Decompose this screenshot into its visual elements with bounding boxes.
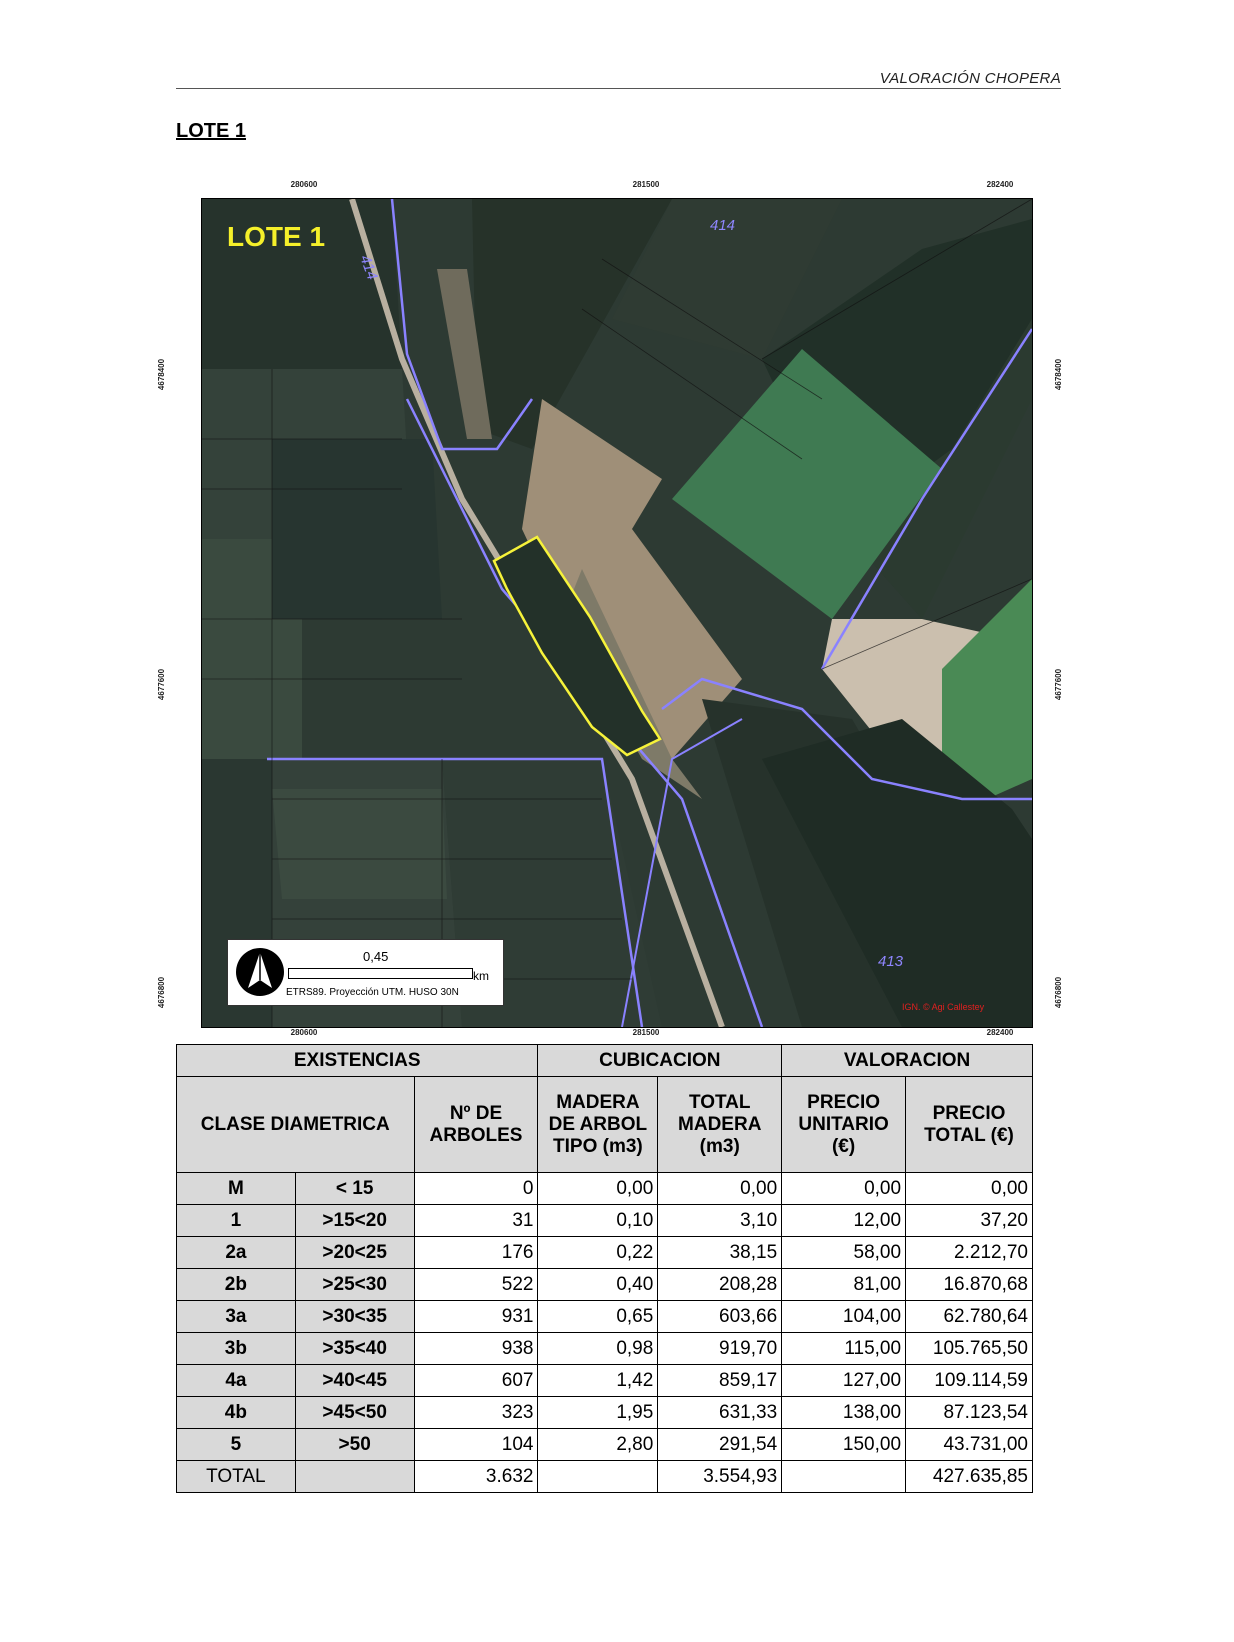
y-tick: 4677600: [157, 668, 167, 701]
table-cell: 603,66: [658, 1301, 782, 1333]
total-label: TOTAL: [177, 1461, 296, 1493]
y-tick: 4677600: [1053, 668, 1063, 701]
table-cell: 859,17: [658, 1365, 782, 1397]
diameter-range: >30<35: [295, 1301, 414, 1333]
group-header: EXISTENCIAS: [177, 1045, 538, 1077]
projection-text: ETRS89. Proyección UTM. HUSO 30N: [286, 987, 459, 998]
table-row: [177, 1365, 1033, 1397]
x-tick: 280600: [290, 180, 318, 189]
table-cell: 138,00: [782, 1397, 906, 1429]
parcel-label: 413: [878, 953, 904, 970]
x-tick: 281500: [632, 180, 660, 189]
table-cell: 0,22: [538, 1237, 658, 1269]
table-cell: 931: [414, 1301, 538, 1333]
total-blank: [538, 1461, 658, 1493]
scale-unit: km: [473, 969, 489, 983]
header-rule: [176, 88, 1061, 89]
north-arrow-icon: [234, 946, 286, 998]
x-tick: 281500: [632, 1028, 660, 1037]
table-row: [177, 1333, 1033, 1365]
diameter-range: < 15: [295, 1173, 414, 1205]
table-cell: 3,10: [658, 1205, 782, 1237]
table-cell: 0,00: [782, 1173, 906, 1205]
class-code: 2a: [177, 1237, 296, 1269]
column-header: PRECIO UNITARIO (€): [782, 1077, 906, 1173]
x-tick: 282400: [986, 1028, 1014, 1037]
scale-legend: [227, 939, 504, 1006]
y-tick: 4676800: [157, 976, 167, 1009]
table-row: [177, 1301, 1033, 1333]
table-body: [177, 1173, 1033, 1461]
table-cell: 208,28: [658, 1269, 782, 1301]
diameter-range: >35<40: [295, 1333, 414, 1365]
document-title: VALORACIÓN CHOPERA: [879, 70, 1061, 87]
table-row: [177, 1173, 1033, 1205]
class-code: 3a: [177, 1301, 296, 1333]
total-blank: [782, 1461, 906, 1493]
column-header: TOTAL MADERA (m3): [658, 1077, 782, 1173]
table-cell: 105.765,50: [906, 1333, 1033, 1365]
diameter-range: >15<20: [295, 1205, 414, 1237]
table-cell: 43.731,00: [906, 1429, 1033, 1461]
table-row: [177, 1237, 1033, 1269]
class-code: 2b: [177, 1269, 296, 1301]
table-cell: 1,42: [538, 1365, 658, 1397]
class-code: M: [177, 1173, 296, 1205]
table-cell: 58,00: [782, 1237, 906, 1269]
column-header: PRECIO TOTAL (€): [906, 1077, 1033, 1173]
parcel-label: 414: [356, 252, 381, 283]
total-arboles: 3.632: [414, 1461, 538, 1493]
column-header: Nº DE ARBOLES: [414, 1077, 538, 1173]
scale-value: 0,45: [363, 949, 389, 964]
table-cell: 87.123,54: [906, 1397, 1033, 1429]
diameter-range: >20<25: [295, 1237, 414, 1269]
class-code: 5: [177, 1429, 296, 1461]
diameter-range: >25<30: [295, 1269, 414, 1301]
column-header: MADERA DE ARBOL TIPO (m3): [538, 1077, 658, 1173]
map-figure: [157, 180, 1063, 1040]
table-cell: 0,00: [658, 1173, 782, 1205]
table-cell: 37,20: [906, 1205, 1033, 1237]
table-row: [177, 1397, 1033, 1429]
table-cell: 0,65: [538, 1301, 658, 1333]
diameter-range: >40<45: [295, 1365, 414, 1397]
table-row: [177, 1429, 1033, 1461]
table-cell: 0,98: [538, 1333, 658, 1365]
class-code: 4b: [177, 1397, 296, 1429]
table-cell: 38,15: [658, 1237, 782, 1269]
table-cell: 16.870,68: [906, 1269, 1033, 1301]
table-cell: 109.114,59: [906, 1365, 1033, 1397]
valuation-table: [176, 1044, 1033, 1493]
x-tick: 282400: [986, 180, 1014, 189]
table-cell: 31: [414, 1205, 538, 1237]
table-cell: 2,80: [538, 1429, 658, 1461]
table-cell: 104,00: [782, 1301, 906, 1333]
aerial-image: [202, 199, 1032, 1027]
table-cell: 0: [414, 1173, 538, 1205]
diameter-range: >45<50: [295, 1397, 414, 1429]
y-tick: 4676800: [1053, 976, 1063, 1009]
table-cell: 291,54: [658, 1429, 782, 1461]
x-tick: 280600: [290, 1028, 318, 1037]
table-cell: 0,00: [538, 1173, 658, 1205]
table-cell: 919,70: [658, 1333, 782, 1365]
map-lote-label: LOTE 1: [227, 221, 326, 252]
table-cell: 0,10: [538, 1205, 658, 1237]
total-row: [177, 1461, 1033, 1493]
group-header: VALORACION: [782, 1045, 1033, 1077]
total-madera: 3.554,93: [658, 1461, 782, 1493]
table-cell: 323: [414, 1397, 538, 1429]
table-cell: 127,00: [782, 1365, 906, 1397]
total-precio: 427.635,85: [906, 1461, 1033, 1493]
diameter-range: >50: [295, 1429, 414, 1461]
table-cell: 607: [414, 1365, 538, 1397]
table-cell: 0,40: [538, 1269, 658, 1301]
table-cell: 115,00: [782, 1333, 906, 1365]
table-cell: 62.780,64: [906, 1301, 1033, 1333]
table-row: [177, 1205, 1033, 1237]
table-cell: 0,00: [906, 1173, 1033, 1205]
parcel-label: 414: [710, 217, 736, 234]
map-credit: IGN. © Agi Callestey: [902, 1002, 985, 1012]
class-code: 3b: [177, 1333, 296, 1365]
column-header: CLASE DIAMETRICA: [177, 1077, 415, 1173]
table-cell: 150,00: [782, 1429, 906, 1461]
class-code: 4a: [177, 1365, 296, 1397]
group-header: CUBICACION: [538, 1045, 782, 1077]
table-cell: 81,00: [782, 1269, 906, 1301]
table-cell: 522: [414, 1269, 538, 1301]
table-cell: 2.212,70: [906, 1237, 1033, 1269]
table-cell: 1,95: [538, 1397, 658, 1429]
table-cell: 12,00: [782, 1205, 906, 1237]
scale-bar: [288, 968, 473, 979]
section-title: LOTE 1: [176, 120, 247, 142]
y-tick: 4678400: [1053, 358, 1063, 391]
table-cell: 176: [414, 1237, 538, 1269]
table-cell: 631,33: [658, 1397, 782, 1429]
table-row: [177, 1269, 1033, 1301]
total-blank: [295, 1461, 414, 1493]
table-cell: 938: [414, 1333, 538, 1365]
y-tick: 4678400: [157, 358, 167, 391]
class-code: 1: [177, 1205, 296, 1237]
aerial-map: [201, 198, 1033, 1028]
table-cell: 104: [414, 1429, 538, 1461]
